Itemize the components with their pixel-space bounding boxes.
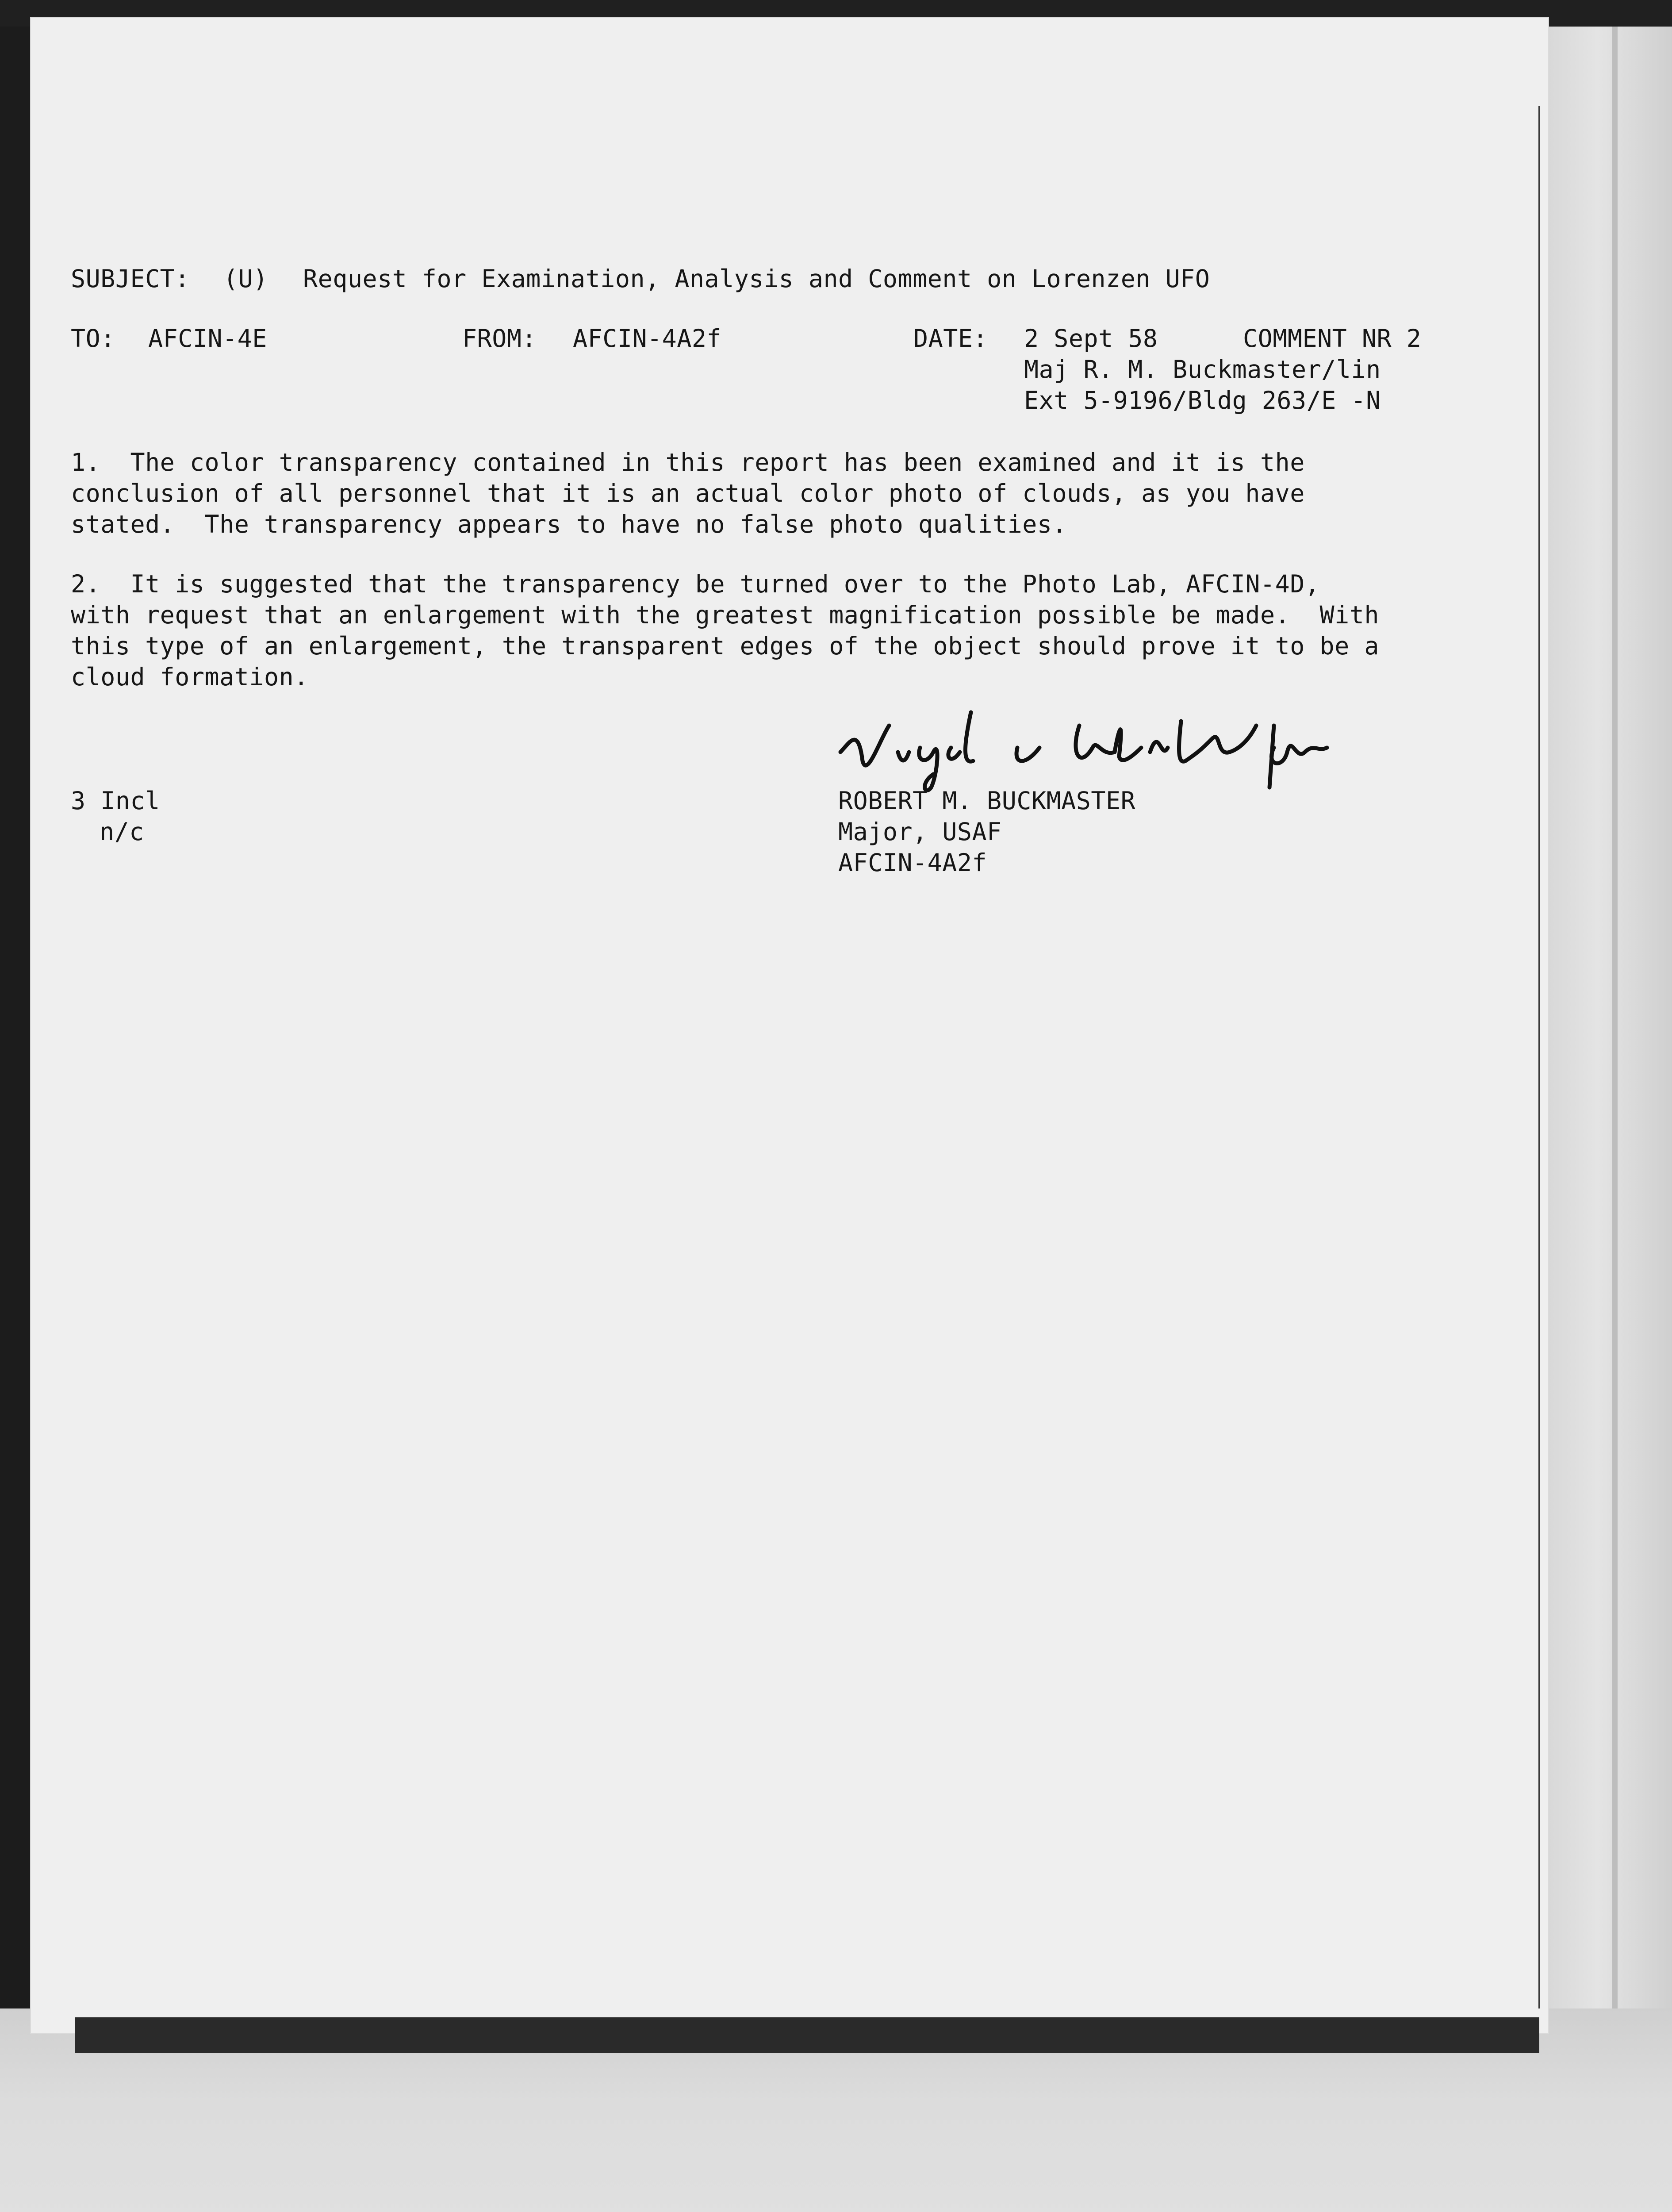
signature-name: ROBERT M. BUCKMASTER: [838, 787, 1136, 815]
subject-label: SUBJECT:: [71, 265, 190, 293]
page-bottom-shadow: [75, 2017, 1539, 2053]
to-value: AFCIN-4E: [148, 324, 267, 353]
date-value: 2 Sept 58: [1024, 324, 1158, 353]
from-value: AFCIN-4A2f: [573, 324, 722, 353]
subject-classification: (U): [223, 265, 268, 293]
from-label: FROM:: [462, 324, 537, 353]
subject-text: Request for Examination, Analysis and Comment on Lorenzen UFO: [303, 265, 1210, 293]
paragraph-2: 2. It is suggested that the transparency be turned over to the Photo Lab, AFCIN-4D, with request that an enlargement with the greatest magnification possible be made. With this type of an enlargement, the transparent edges of the object should prove it to be a cloud formation.: [71, 570, 1379, 691]
author-line: Maj R. M. Buckmaster/lin: [1024, 355, 1381, 384]
memo-page: [31, 18, 1548, 2033]
signature-rank: Major, USAF: [838, 818, 1002, 846]
inclosure-note: n/c: [100, 818, 144, 846]
date-label: DATE:: [913, 324, 988, 353]
inclosure-count: 3 Incl: [71, 787, 160, 815]
signature-office: AFCIN-4A2f: [838, 849, 987, 877]
page-edge-shadow: [1538, 106, 1540, 2008]
underlying-sheet-edge: [1548, 27, 1672, 2017]
comment-number: COMMENT NR 2: [1243, 324, 1422, 353]
sheet-edge-line: [1612, 27, 1618, 2017]
to-label: TO:: [71, 324, 115, 353]
paragraph-1: 1. The color transparency contained in this report has been examined and it is the conclusion of all personnel that it is an actual color photo of clouds, as you have stated. The transparency appears to have no false photo qualities.: [71, 448, 1305, 538]
extension-line: Ext 5-9196/Bldg 263/E -N: [1024, 386, 1381, 415]
